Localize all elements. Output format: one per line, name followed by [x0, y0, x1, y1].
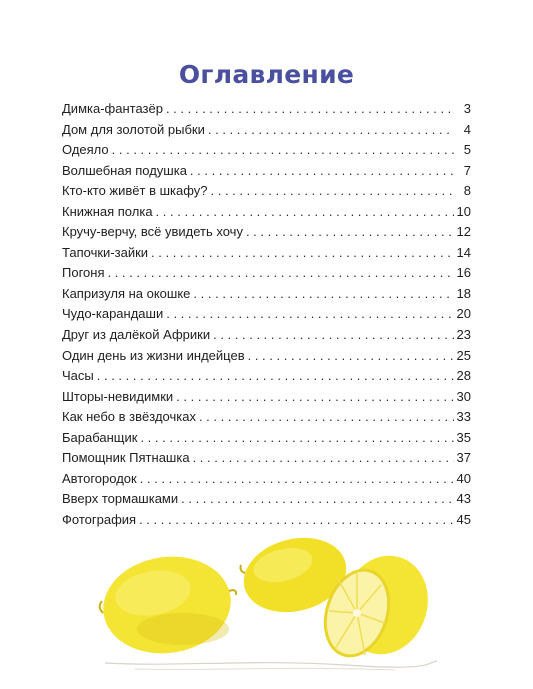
toc-leader-dots: [140, 471, 454, 486]
toc-page-number: 12: [456, 224, 471, 240]
toc-entry-title: Кручу-верчу, всё увидеть хочу: [62, 224, 243, 240]
toc-page-number: 16: [456, 265, 471, 281]
toc-page-number: 3: [463, 101, 471, 116]
toc-leader-dots: [107, 265, 453, 280]
toc-page-number: 25: [456, 347, 471, 363]
toc-entry: [62, 368, 471, 389]
toc-entry-title: Кто-кто живёт в шкафу?: [62, 183, 208, 199]
toc-entry: [62, 306, 471, 327]
toc-page-number: 33: [456, 409, 471, 425]
toc-page-number: 14: [456, 244, 471, 260]
toc-entry-title: Автогородок: [62, 470, 137, 486]
toc-entry-title: Помощник Пятнашка: [62, 450, 190, 466]
toc-entry: [62, 286, 471, 307]
toc-page-number: 23: [456, 327, 471, 343]
toc-leader-dots: [181, 491, 453, 506]
toc-entry: [62, 204, 471, 225]
toc-entry-title: Чудо-карандаши: [62, 306, 164, 322]
toc-leader-dots: [193, 450, 454, 465]
toc-entry: [62, 245, 471, 266]
toc-entry-title: Волшебная подушка: [62, 162, 187, 178]
toc-entry: [62, 122, 471, 143]
toc-page-number: 35: [456, 429, 471, 445]
table-of-contents: [62, 101, 471, 532]
toc-entry: [62, 327, 471, 348]
toc-entry: [62, 450, 471, 471]
toc-leader-dots: [151, 245, 454, 260]
toc-entry-title: Как небо в звёздочках: [62, 409, 196, 425]
toc-leader-dots: [112, 142, 454, 157]
toc-page-number: 10: [456, 203, 471, 219]
toc-page-number: 28: [456, 368, 471, 384]
toc-leader-dots: [213, 327, 453, 342]
toc-entry-title: Одеяло: [62, 142, 109, 158]
toc-page-number: 18: [456, 285, 471, 301]
toc-page-number: 30: [456, 388, 471, 404]
toc-leader-dots: [211, 183, 454, 198]
toc-leader-dots: [246, 224, 454, 239]
toc-entry-title: Фотография: [62, 511, 137, 527]
toc-entry-title: Друг из далёкой Африки: [62, 327, 211, 343]
toc-entry-title: Книжная полка: [62, 203, 153, 219]
toc-entry-title: Погоня: [62, 265, 105, 281]
toc-entry: [62, 265, 471, 286]
whole-lemon-left: [97, 549, 237, 662]
lemons-illustration: [95, 525, 440, 675]
toc-leader-dots: [176, 389, 453, 404]
toc-page-number: 8: [463, 183, 471, 199]
toc-page-number: 20: [456, 306, 471, 322]
toc-entry: [62, 224, 471, 245]
toc-entry: [62, 348, 471, 369]
toc-entry-title: Шторы-невидимки: [62, 388, 174, 404]
toc-leader-dots: [156, 204, 454, 219]
toc-entry: [62, 471, 471, 492]
toc-entry: [62, 142, 471, 163]
toc-entry-title: Димка-фантазёр: [62, 101, 163, 116]
toc-page-number: 40: [456, 470, 471, 486]
toc-entry-title: Один день из жизни индейцев: [62, 347, 245, 363]
toc-entry: [62, 183, 471, 204]
toc-leader-dots: [166, 306, 453, 321]
toc-page-number: 7: [463, 162, 471, 178]
toc-leader-dots: [166, 101, 454, 116]
toc-page-number: 5: [463, 142, 471, 158]
toc-entry-title: Дом для золотой рыбки: [62, 121, 205, 137]
page-title: Оглавление: [178, 60, 355, 89]
toc-leader-dots: [140, 430, 453, 445]
toc-leader-dots: [208, 122, 454, 137]
toc-entry-title: Тапочки-зайки: [62, 244, 149, 260]
toc-entry: [62, 389, 471, 410]
toc-entry: [62, 491, 471, 512]
toc-leader-dots: [97, 368, 454, 383]
toc-entry-title: Барабанщик: [62, 429, 138, 445]
toc-entry: [62, 409, 471, 430]
toc-entry-title: Вверх тормашками: [62, 491, 179, 507]
toc-page-number: 4: [463, 121, 471, 137]
toc-page-number: 43: [456, 491, 471, 507]
toc-leader-dots: [193, 286, 453, 301]
toc-entry: [62, 430, 471, 451]
toc-page-number: 37: [456, 450, 471, 466]
toc-entry: [62, 101, 471, 122]
toc-entry-title: Капризуля на окошке: [62, 285, 191, 301]
toc-entry-title: Часы: [62, 368, 94, 384]
toc-leader-dots: [190, 163, 454, 178]
toc-leader-dots: [248, 348, 454, 363]
toc-entry: [62, 163, 471, 184]
toc-leader-dots: [199, 409, 454, 424]
toc-page-number: 45: [456, 511, 471, 527]
